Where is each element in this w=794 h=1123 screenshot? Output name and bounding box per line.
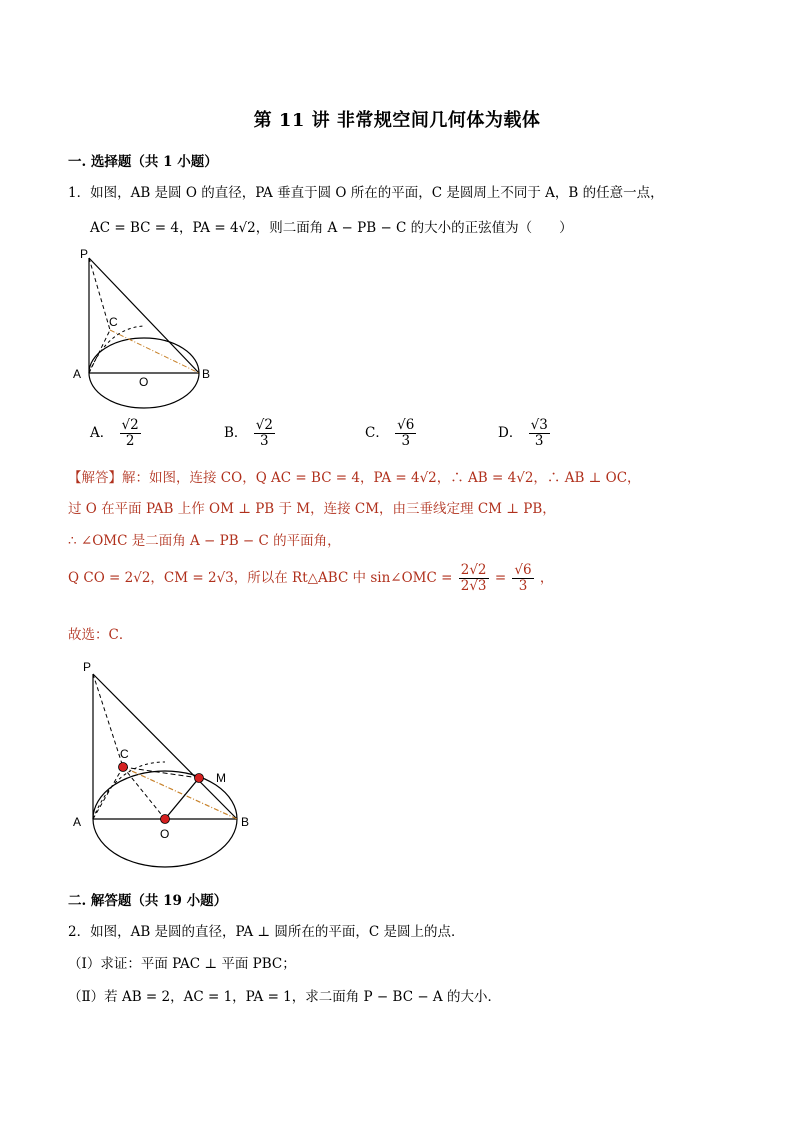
label-b: B — [202, 367, 211, 381]
solution-line-4-tail: ， — [539, 570, 554, 586]
section-heading-choice: 一. 选择题（共 1 小题） — [68, 154, 218, 170]
section-heading-solve: 二. 解答题（共 19 小题） — [68, 893, 228, 909]
segment-cb — [110, 330, 199, 373]
solution-figure — [68, 654, 268, 874]
solution-fraction-2-numerator: √6 — [514, 562, 532, 578]
label-p: P — [80, 247, 89, 261]
option-c-label: C． — [365, 425, 389, 441]
option-b-label: B． — [224, 425, 248, 441]
label-c: C — [120, 747, 129, 761]
solution-fraction-2-denominator: 3 — [518, 578, 528, 594]
point-o — [161, 815, 170, 824]
question-2-line-1: 2．如图，AB 是圆的直径，PA ⊥ 圆所在的平面，C 是圆上的点． — [68, 924, 465, 940]
question-2-line-3: （Ⅱ）若 AB = 2，AC = 1，PA = 1，求二面角 P − BC − A 的大小． — [68, 989, 501, 1005]
question-1-figure — [68, 246, 218, 412]
label-a: A — [73, 815, 82, 829]
option-d[interactable] — [498, 418, 552, 449]
solution-line-2: 过 O 在平面 PAB 上作 OM ⊥ PB 于 M，连接 CM，由三垂线定理 CM ⊥ PB， — [68, 501, 556, 517]
option-d-numerator: √3 — [530, 417, 548, 433]
option-a-numerator: √2 — [121, 417, 139, 433]
option-b-numerator: √2 — [255, 417, 273, 433]
option-d-fraction — [529, 418, 550, 449]
lesson-title: 第 11 讲 非常规空间几何体为载体 — [253, 110, 541, 131]
hidden-arc — [93, 762, 165, 819]
option-b-denominator: 3 — [260, 433, 269, 449]
option-a[interactable] — [90, 418, 143, 449]
solution-fraction-1-numerator: 2√2 — [460, 562, 487, 578]
point-m — [195, 774, 204, 783]
option-c-numerator: √6 — [397, 417, 415, 433]
label-m: M — [216, 771, 226, 785]
option-a-denominator: 2 — [125, 433, 135, 449]
segment-co — [123, 767, 165, 819]
question-2-line-2: （Ⅰ）求证：平面 PAC ⊥ 平面 PBC； — [68, 956, 296, 972]
label-o: O — [160, 827, 170, 841]
option-b[interactable] — [224, 418, 277, 449]
segment-om — [165, 778, 199, 819]
option-d-denominator: 3 — [534, 433, 544, 449]
solution-fraction-1-denominator: 2√3 — [460, 578, 487, 594]
segment-ac — [93, 767, 123, 819]
solution-line-4-text: Q CO = 2√2，CM = 2√3，所以在 Rt△ABC 中 sin∠OMC = — [68, 570, 453, 586]
label-a: A — [73, 367, 82, 381]
option-d-label: D． — [498, 425, 523, 441]
solution-line-4 — [68, 563, 553, 594]
option-c-denominator: 3 — [401, 433, 411, 449]
solution-fraction-1 — [459, 563, 489, 594]
solution-answer: 故选：C． — [68, 627, 133, 643]
question-1-line-2: AC = BC = 4，PA = 4√2，则二面角 A − PB − C 的大小的正弦值为（ ） — [90, 220, 573, 236]
point-c — [119, 763, 128, 772]
solution-fraction-2 — [512, 563, 533, 594]
option-a-fraction — [120, 418, 141, 449]
solution-line-1 — [68, 466, 641, 486]
label-p: P — [83, 660, 92, 674]
label-o: O — [139, 375, 149, 389]
label-c: C — [109, 315, 118, 329]
solution-line-1-text: 解：如图，连接 CO，Q AC = BC = 4，PA = 4√2，∴ AB = 4√2，∴ AB ⊥ OC， — [122, 470, 641, 486]
solution-equals: = — [494, 570, 507, 586]
segment-pc — [93, 674, 123, 767]
label-b: B — [241, 815, 250, 829]
option-b-fraction — [254, 418, 275, 449]
segment-pb — [93, 674, 237, 819]
solution-tag: 【解答】 — [68, 470, 122, 486]
option-c[interactable] — [365, 418, 418, 449]
option-c-fraction — [395, 418, 416, 449]
question-1-line-1: 1．如图，AB 是圆 O 的直径，PA 垂直于圆 O 所在的平面，C 是圆周上不同于 A，B 的任意一点， — [68, 185, 664, 201]
solution-line-3: ∴ ∠OMC 是二面角 A − PB − C 的平面角， — [68, 533, 341, 549]
option-a-label: A． — [90, 425, 114, 441]
